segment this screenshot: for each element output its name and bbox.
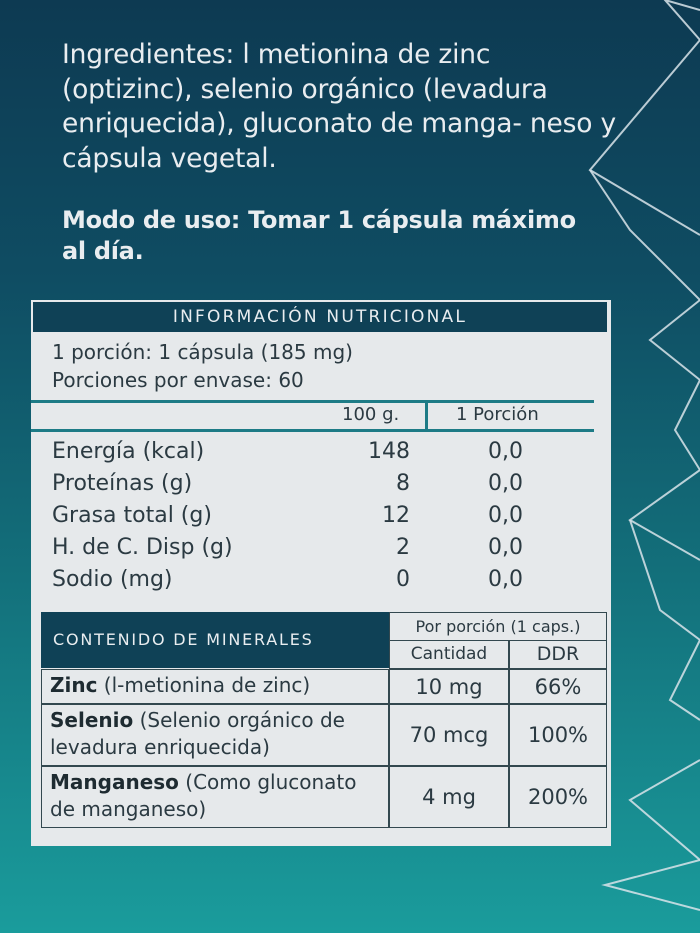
mineral-quantity: 4 mg	[389, 766, 509, 828]
mineral-ddr: 100%	[509, 704, 607, 766]
nutrient-value-100g: 148	[368, 439, 410, 464]
nutrition-row	[52, 468, 523, 500]
col-quantity: Cantidad	[389, 641, 509, 669]
mineral-quantity: 10 mg	[389, 669, 509, 704]
mineral-name-cell	[41, 669, 389, 704]
mineral-ddr: 66%	[509, 669, 607, 704]
per-portion-header: Por porción (1 caps.)	[389, 612, 607, 641]
nutrient-value-100g: 2	[396, 535, 410, 560]
nutrient-label: Grasa total (g)	[52, 503, 212, 528]
nutrient-value-portion: 0,0	[488, 535, 523, 560]
mineral-description: (Selenio orgánico de levadura enriquecida)	[50, 708, 345, 759]
col-portion: 1 Porción	[456, 404, 539, 425]
nutrient-value-portion: 0,0	[488, 471, 523, 496]
ingredients-text: Ingredientes: l metionina de zinc (optizinc), selenio orgánico (levadura enriquecida), gluconato de manga- neso y cápsula vegetal.	[62, 39, 616, 174]
nutrition-row	[52, 500, 523, 532]
mineral-name: Manganeso	[50, 770, 179, 794]
nutrient-label: H. de C. Disp (g)	[52, 535, 233, 560]
serving-size: 1 porción: 1 cápsula (185 mg)	[52, 340, 353, 364]
nutrient-value-100g: 0	[396, 567, 410, 592]
nutrition-panel	[31, 300, 611, 846]
nutrient-value-portion: 0,0	[488, 439, 523, 464]
mineral-row	[41, 766, 607, 828]
nutrient-value-portion: 0,0	[488, 567, 523, 592]
mineral-ddr: 200%	[509, 766, 607, 828]
mineral-name-cell	[41, 704, 389, 766]
mineral-row	[41, 704, 607, 766]
nutrient-label: Energía (kcal)	[52, 439, 205, 464]
col-ddr: DDR	[509, 641, 607, 669]
mineral-description: (Como gluconato de manganeso)	[50, 770, 357, 821]
nutrient-value-100g: 8	[396, 471, 410, 496]
mineral-name: Selenio	[50, 708, 134, 732]
usage-instructions: Modo de uso: Tomar 1 cápsula máximo al día.	[62, 206, 576, 265]
mineral-name-cell	[41, 766, 389, 828]
minerals-title: CONTENIDO DE MINERALES	[41, 612, 389, 668]
nutrient-value-portion: 0,0	[488, 503, 523, 528]
mineral-quantity: 70 mcg	[389, 704, 509, 766]
col-100g: 100 g.	[342, 404, 400, 425]
mineral-description: (l-metionina de zinc)	[97, 673, 311, 697]
nutrition-row	[52, 532, 523, 564]
column-divider	[425, 403, 428, 429]
nutrition-row	[52, 436, 523, 468]
servings-per-pack: Porciones por envase: 60	[52, 368, 304, 392]
nutrient-label: Proteínas (g)	[52, 471, 193, 496]
mineral-row	[41, 669, 607, 704]
mineral-name: Zinc	[50, 673, 98, 697]
nutrition-row	[52, 564, 523, 596]
nutrient-value-100g: 12	[382, 503, 410, 528]
nutrition-title: INFORMACIÓN NUTRICIONAL	[33, 302, 607, 332]
nutrient-label: Sodio (mg)	[52, 567, 173, 592]
